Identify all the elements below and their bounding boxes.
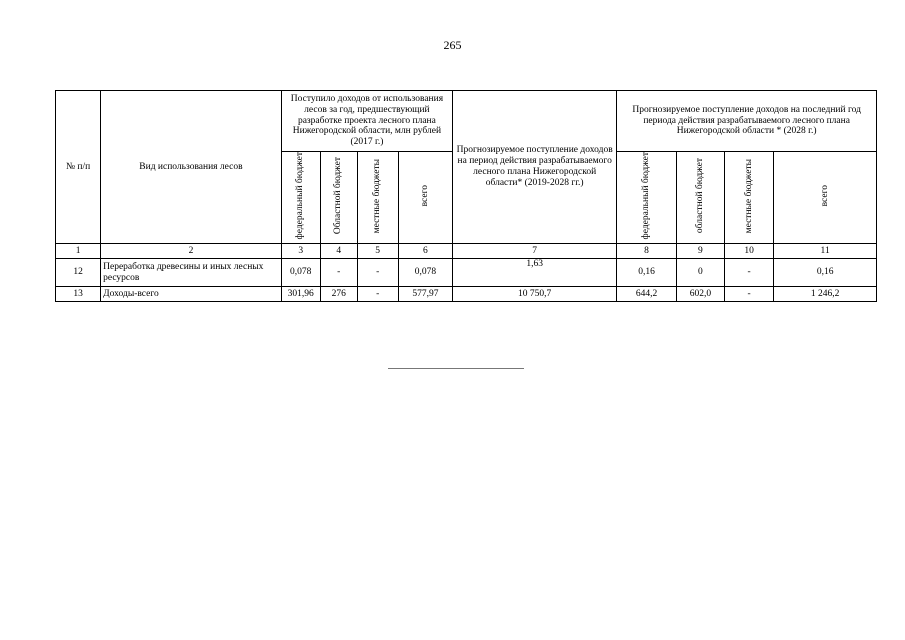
cell-value: 1 246,2 [774, 287, 877, 302]
column-number: 6 [398, 244, 452, 259]
column-number-row [56, 244, 877, 259]
subheader-federal-received [281, 152, 320, 244]
subheader-label: областной бюджет [694, 158, 705, 234]
column-number: 5 [357, 244, 398, 259]
cell-value: 276 [320, 287, 357, 302]
subheader-label: местные бюджеты [743, 158, 754, 233]
subheader-label: местные бюджеты [372, 158, 383, 233]
page-number: 265 [443, 38, 462, 52]
column-number: 3 [281, 244, 320, 259]
row-number: 12 [56, 259, 101, 287]
column-number: 4 [320, 244, 357, 259]
column-number: 9 [676, 244, 724, 259]
cell-value: - [357, 287, 398, 302]
column-number: 8 [617, 244, 677, 259]
column-number: 1 [56, 244, 101, 259]
subheader-total-forecast [774, 152, 877, 244]
subheader-regional-forecast [676, 152, 724, 244]
subheader-label: Областной бюджет [333, 157, 344, 235]
divider-line [388, 368, 524, 369]
cell-value: 301,96 [281, 287, 320, 302]
cell-value: 0,16 [774, 259, 877, 287]
subheader-regional-received [320, 152, 357, 244]
header-forecast-last-year: Прогнозируемое поступление доходов на последний год периода действия разрабатываемого лесного плана Нижегородской области * (2028 г.) [617, 91, 877, 152]
subheader-label: федеральный бюджет [641, 152, 652, 240]
column-number: 7 [453, 244, 617, 259]
subheader-total-received [398, 152, 452, 244]
cell-value: - [725, 259, 774, 287]
cell-value: - [320, 259, 357, 287]
cell-value: 577,97 [398, 287, 452, 302]
table-row [56, 259, 877, 287]
column-number: 11 [774, 244, 877, 259]
cell-value: 0,16 [617, 259, 677, 287]
header-received: Поступило доходов от использования лесов за год, предшествующий разработке проекта лесного плана Нижегородской области, млн рублей (2017 г.) [281, 91, 452, 152]
cell-value: - [357, 259, 398, 287]
cell-value: 644,2 [617, 287, 677, 302]
header-forecast-period: Прогнозируемое поступление доходов на период действия разрабатываемого лесного плана Нижегородской области* (2019-2028 гг.) [453, 91, 617, 244]
cell-value: 0,078 [281, 259, 320, 287]
header-num: № п/п [56, 91, 101, 244]
row-type: Доходы-всего [101, 287, 282, 302]
subheader-label: федеральный бюджет [295, 152, 306, 240]
row-number: 13 [56, 287, 101, 302]
subheader-federal-forecast [617, 152, 677, 244]
column-number: 2 [101, 244, 282, 259]
table-row [56, 287, 877, 302]
subheader-label: всего [419, 185, 430, 207]
cell-value: 0 [676, 259, 724, 287]
row-type: Переработка древесины и иных лесных ресурсов [101, 259, 282, 287]
header-row [56, 91, 877, 152]
cell-value: 602,0 [676, 287, 724, 302]
header-type: Вид использования лесов [101, 91, 282, 244]
cell-value: 10 750,7 [453, 287, 617, 302]
column-number: 10 [725, 244, 774, 259]
cell-value: - [725, 287, 774, 302]
subheader-local-forecast [725, 152, 774, 244]
subheader-local-received [357, 152, 398, 244]
cell-value: 0,078 [398, 259, 452, 287]
subheader-label: всего [819, 185, 830, 207]
revenue-table [55, 90, 877, 302]
cell-value: 1,63 [453, 259, 617, 287]
